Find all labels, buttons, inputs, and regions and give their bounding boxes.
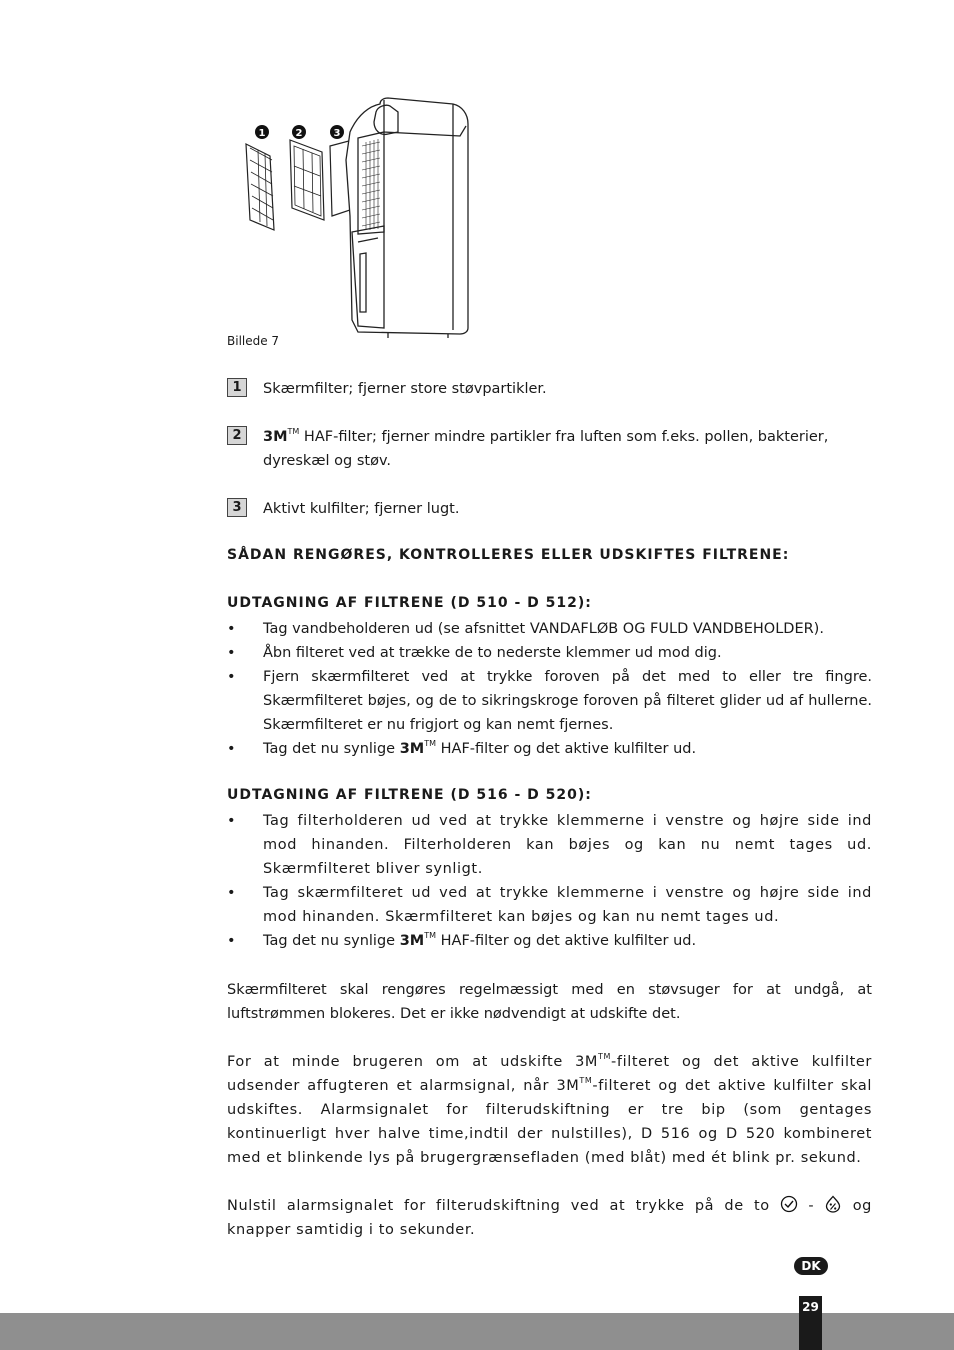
trademark: TM <box>424 739 437 749</box>
main-heading: SÅDAN RENGØRES, KONTROLLERES ELLER UDSKIFTES FILTRENE: <box>227 547 790 563</box>
haf-filter <box>290 140 324 220</box>
bullet: • <box>227 885 237 901</box>
paragraph-text: Nulstil alarmsignalet for filterudskiftning ved at trykke på de to <box>227 1198 781 1214</box>
section1-list <box>227 617 872 761</box>
list-item-text: Åbn filteret ved at trække de to nederste klemmer ud mod dig. <box>263 645 722 661</box>
paragraph-text: -filteret og det aktive kulfilter skal udskiftes. Alarmsignalet for filterudskiftning er tre bip (som gentages kontinuerligt hver halve time,indtil der nulstilles), D 516 og D 520 kombineret med et blinkende lys på brugergrænsefladen (med blåt) med ét blink pr. sekund. <box>227 1078 872 1166</box>
filter-illustration <box>238 92 478 342</box>
numbered-item-1 <box>227 377 872 401</box>
paragraph-reset <box>227 1194 872 1242</box>
list-item <box>227 737 872 761</box>
trademark: TM <box>579 1076 593 1086</box>
figure-caption: Billede 7 <box>227 334 280 348</box>
list-item-text: Tag filterholderen ud ved at trykke klemmerne i venstre og højre side ind mod hinanden. Filterholderen kan bøjes og kan nu nemt tages ud. Skærmfilteret bliver synligt. <box>263 813 872 877</box>
separator: - <box>798 1198 825 1214</box>
list-item <box>227 929 872 953</box>
bullet: • <box>227 669 236 685</box>
section1-heading: UDTAGNING AF FILTRENE (D 510 - D 512): <box>227 595 592 611</box>
bullet: • <box>227 621 236 637</box>
svg-text:2: 2 <box>295 128 303 139</box>
brand-3m: 3M <box>399 741 425 757</box>
list-item-text: Tag vandbeholderen ud (se afsnittet VANDAFLØB OG FULD VANDBEHOLDER). <box>263 621 824 637</box>
numbered-item-3 <box>227 497 872 521</box>
bullet: • <box>227 741 236 757</box>
svg-text:3: 3 <box>333 128 341 139</box>
numbered-item-text <box>263 425 872 473</box>
number-box: 3 <box>227 498 247 517</box>
list-item-text: Tag det nu synlige <box>263 741 400 757</box>
list-item-text: Tag det nu synlige <box>263 933 400 949</box>
number-box: 2 <box>227 426 247 445</box>
list-item-text: Tag skærmfilteret ud ved at trykke klemmerne i venstre og højre side ind mod hinanden. Skærmfilteret kan bøjes og kan nu nemt tages ud. <box>263 885 872 925</box>
list-item <box>227 809 872 881</box>
dehumidifier-filters-drawing <box>238 92 478 342</box>
list-item-text: HAF-filter og det aktive kulfilter ud. <box>436 741 697 757</box>
trademark: TM <box>598 1052 612 1062</box>
bullet: • <box>227 933 236 949</box>
page-number: 29 <box>799 1296 822 1350</box>
paragraph-text: og knapper samtidig i to sekunder. <box>227 1198 872 1238</box>
trademark: TM <box>424 931 437 941</box>
screen-filter <box>246 144 274 230</box>
dehumidifier-unit <box>346 98 468 338</box>
marker-2 <box>292 125 306 139</box>
bullet: • <box>227 645 236 661</box>
paragraph-text: For at minde brugeren om at udskifte 3M <box>227 1054 599 1070</box>
list-item-text: Fjern skærmfilteret ved at trykke foroven på det med to eller tre fingre. Skærmfilteret bøjes, og de to sikringskroge foroven på filteret glider ud af hullerne. Skærmfilteret er nu frigjort og kan nemt fjernes. <box>263 669 872 733</box>
language-badge: DK <box>794 1257 828 1275</box>
marker-3 <box>330 125 344 139</box>
list-item <box>227 665 872 737</box>
brand-3m: 3M <box>399 933 425 949</box>
list-item <box>227 881 872 929</box>
svg-text:1: 1 <box>258 128 266 139</box>
checkmark-circle-icon <box>780 1195 798 1213</box>
paragraph-text: -filteret og det aktive kulfilter udsender affugteren et alarmsignal, når 3M <box>227 1054 872 1094</box>
list-item-text: HAF-filter og det aktive kulfilter ud. <box>436 933 697 949</box>
number-box: 1 <box>227 378 247 397</box>
paragraph-cleaning: Skærmfilteret skal rengøres regelmæssigt med en støvsuger for at undgå, at luftstrømmen blokeres. Det er ikke nødvendigt at udskifte det. <box>227 982 872 1022</box>
percent-drop-icon <box>824 1195 842 1213</box>
numbered-item-text: Skærmfilter; fjerner store støvpartikler. <box>263 381 547 397</box>
paragraph-alarm <box>227 1050 872 1170</box>
numbered-item-2 <box>227 425 872 473</box>
section2-heading: UDTAGNING AF FILTRENE (D 516 - D 520): <box>227 787 592 803</box>
list-item <box>227 641 872 665</box>
section2-list <box>227 809 872 953</box>
numbered-item-body: HAF-filter; fjerner mindre partikler fra luften som f.eks. pollen, bakterier, dyreskæl og støv. <box>263 429 829 469</box>
trademark: TM <box>287 427 300 437</box>
list-item <box>227 617 872 641</box>
bullet: • <box>227 813 237 829</box>
brand-3m: 3M <box>263 429 288 445</box>
numbered-item-text: Aktivt kulfilter; fjerner lugt. <box>263 501 460 517</box>
marker-1 <box>255 125 269 139</box>
